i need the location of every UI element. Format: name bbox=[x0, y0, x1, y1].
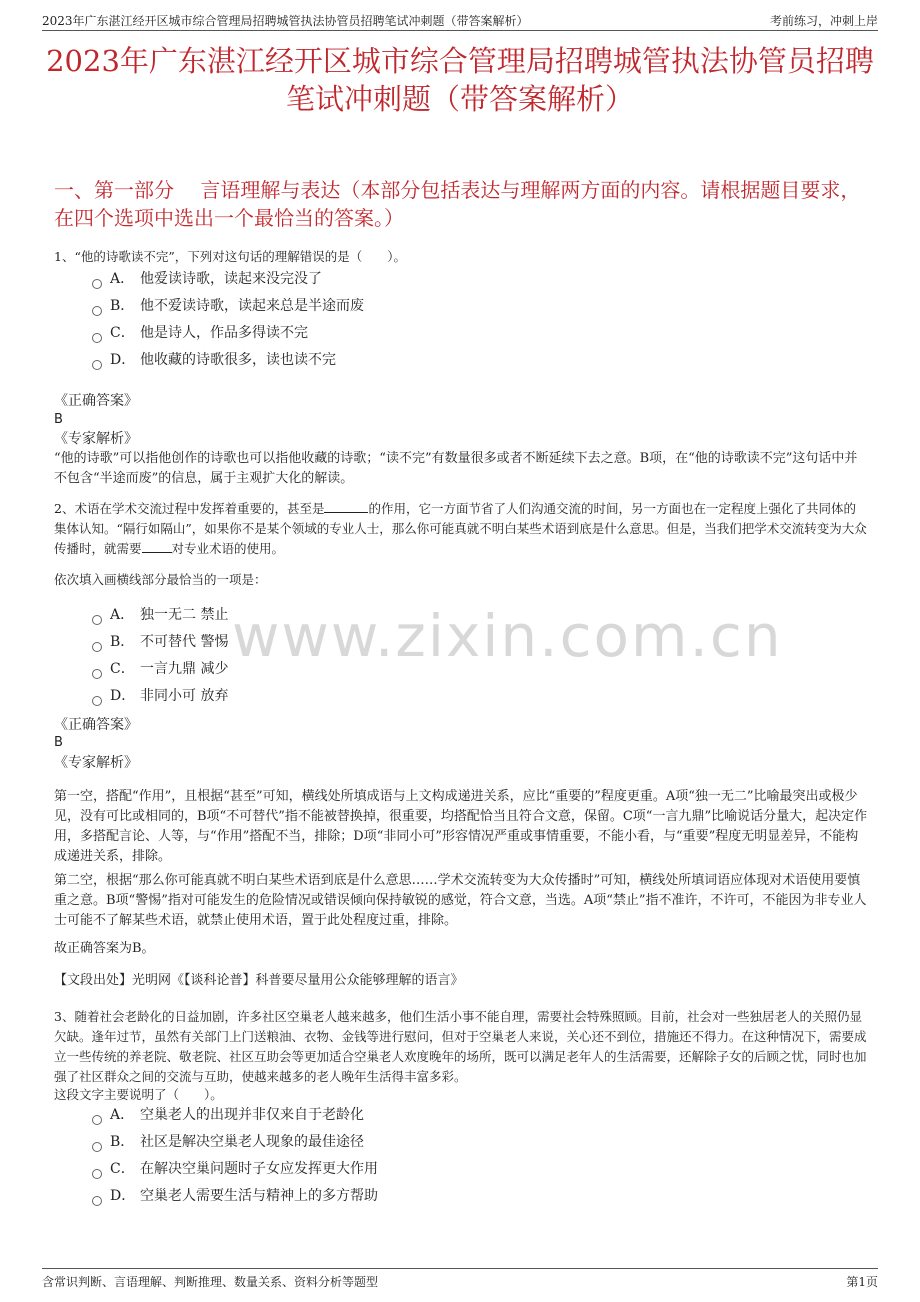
question-2-option-b[interactable] bbox=[92, 629, 228, 656]
page-number: 第1页 bbox=[846, 1275, 878, 1289]
option-key: C． bbox=[110, 661, 135, 677]
question-1-analysis-label: 《专家解析》 bbox=[54, 431, 138, 447]
fill-blank-1 bbox=[324, 500, 368, 513]
document-title: 2023年广东湛江经开区城市综合管理局招聘城管执法协管员招聘笔试冲刺题（带答案解析） bbox=[46, 44, 874, 116]
question-2-answer-label: 《正确答案》 bbox=[54, 717, 138, 733]
option-text: 他是诗人，作品多得读不完 bbox=[140, 325, 308, 341]
radio-icon[interactable] bbox=[92, 1169, 102, 1179]
question-2-instruction: 依次填入画横线部分最恰当的一项是： bbox=[54, 572, 267, 587]
question-1-analysis: “他的诗歌”可以指他创作的诗歌也可以指他收藏的诗歌；“读不完”有数量很多或者不断延续下去之意。B项，在“他的诗歌读不完”这句话中并不包含“半途而废”的信息，属于主观扩大化的解读。 bbox=[54, 451, 858, 486]
question-1-option-a[interactable] bbox=[92, 266, 364, 293]
option-key: D． bbox=[110, 688, 136, 704]
watermark: www.zixin.com.cn bbox=[232, 602, 783, 670]
question-2-option-c[interactable] bbox=[92, 656, 228, 683]
question-2-analysis-label: 《专家解析》 bbox=[54, 755, 138, 771]
radio-icon[interactable] bbox=[92, 669, 102, 679]
option-text: 非同小可 放弃 bbox=[140, 688, 229, 704]
question-3-options bbox=[92, 1102, 378, 1210]
radio-icon[interactable] bbox=[92, 279, 102, 289]
question-1-option-d[interactable] bbox=[92, 347, 364, 374]
option-text: 一言九鼎 减少 bbox=[140, 661, 229, 677]
option-text: 他不爱读诗歌，读起来总是半途而废 bbox=[140, 298, 364, 314]
question-3-option-d[interactable] bbox=[92, 1183, 378, 1210]
header-doc-title: 2023年广东湛江经开区城市综合管理局招聘城管执法协管员招聘笔试冲刺题（带答案解析） bbox=[42, 14, 529, 28]
question-1-answer: B bbox=[54, 412, 63, 427]
radio-icon[interactable] bbox=[92, 696, 102, 706]
question-2-stem bbox=[54, 499, 868, 559]
question-2-analysis-paragraph-2: 第二空，根据“那么你可能真就不明白某些术语到底是什么意思……学术交流转变为大众传播时”可知，横线处所填词语应体现对术语使用要慎重之意。B项“警惕”指对可能发生的危险情况或错误倾向保持敏锐的感觉，符合文意，当选。A项“禁止”指不准许，不许可，不能因为非专业人士可能不了解某些术语，就禁止使用术语，置于此处程度过重，排除。 bbox=[54, 873, 867, 928]
option-key: A． bbox=[110, 607, 135, 623]
option-key: C． bbox=[110, 1161, 135, 1177]
option-key: C． bbox=[110, 325, 135, 341]
question-1-stem: 1、“他的诗歌读不完”，下列对这句话的理解错误的是（ ）。 bbox=[54, 249, 406, 264]
section-heading: 一、第一部分 言语理解与表达（本部分包括表达与理解两方面的内容。请根据题目要求，在四个选项中选出一个最恰当的答案。） bbox=[54, 178, 861, 230]
question-1-option-c[interactable] bbox=[92, 320, 364, 347]
option-text: 他爱读诗歌，读起来没完没了 bbox=[140, 271, 322, 287]
option-key: D． bbox=[110, 352, 136, 368]
question-2-answer: B bbox=[54, 735, 63, 750]
radio-icon[interactable] bbox=[92, 1115, 102, 1125]
radio-icon[interactable] bbox=[92, 333, 102, 343]
option-text: 独一无二 禁止 bbox=[140, 607, 229, 623]
question-2-conclusion: 故正确答案为B。 bbox=[54, 941, 155, 956]
question-1-answer-label: 《正确答案》 bbox=[54, 393, 138, 409]
option-key: A． bbox=[110, 1107, 135, 1123]
question-1-option-b[interactable] bbox=[92, 293, 364, 320]
question-3-option-c[interactable] bbox=[92, 1156, 378, 1183]
option-key: D． bbox=[110, 1188, 136, 1204]
question-2-option-a[interactable] bbox=[92, 602, 228, 629]
question-3-option-b[interactable] bbox=[92, 1129, 378, 1156]
fill-blank-2 bbox=[142, 540, 172, 553]
option-key: B． bbox=[110, 1134, 135, 1150]
question-3-stem: 3、随着社会老龄化的日益加剧，许多社区空巢老人越来越多，他们生活小事不能自理，需要社会特殊照顾。目前，社会对一些独居老人的关照仍显欠缺。逢年过节，虽然有关部门上门送粮油、衣物、金钱等进行慰问，但对于空巢老人来说，关心还不到位，措施还不得力。在这种情况下，需要成立一些传统的养老院、敬老院、社区互助会等更加适合空巢老人欢度晚年的场所，既可以满足老年人的生活需要，还解除子女的后顾之忧，同时也加强了社区群众之间的交流与互助，使越来越多的老人晚年生活得丰富多彩。 bbox=[54, 1009, 867, 1084]
option-text: 不可替代 警惕 bbox=[140, 634, 229, 650]
question-3-option-a[interactable] bbox=[92, 1102, 378, 1129]
radio-icon[interactable] bbox=[92, 306, 102, 316]
question-1-options bbox=[92, 266, 364, 374]
page-header bbox=[42, 8, 878, 31]
option-text: 空巢老人的出现并非仅来自于老龄化 bbox=[140, 1107, 364, 1123]
question-2-options bbox=[92, 602, 228, 710]
footer-topics: 含常识判断、言语理解、判断推理、数量关系、资料分析等题型 bbox=[42, 1275, 379, 1289]
option-text: 在解决空巢问题时子女应发挥更大作用 bbox=[140, 1161, 378, 1177]
option-key: A． bbox=[110, 271, 135, 287]
question-3-question: 这段文字主要说明了（ ）。 bbox=[54, 1087, 223, 1102]
option-key: B． bbox=[110, 298, 135, 314]
option-text: 空巢老人需要生活与精神上的多方帮助 bbox=[140, 1188, 378, 1204]
radio-icon[interactable] bbox=[92, 1142, 102, 1152]
page-footer bbox=[42, 1268, 878, 1291]
radio-icon[interactable] bbox=[92, 1196, 102, 1206]
question-2-stem-part-1: 2、术语在学术交流过程中发挥着重要的，甚至是 bbox=[54, 501, 325, 516]
question-2-option-d[interactable] bbox=[92, 683, 228, 710]
option-key: B． bbox=[110, 634, 135, 650]
option-text: 他收藏的诗歌很多，读也读不完 bbox=[140, 352, 336, 368]
header-slogan: 考前练习，冲刺上岸 bbox=[769, 14, 878, 28]
radio-icon[interactable] bbox=[92, 615, 102, 625]
question-2-analysis-paragraph-1: 第一空，搭配“作用”，且根据“甚至”可知，横线处所填成语与上文构成递进关系，应比“重要的”程度更重。A项“独一无二”比喻最突出或极少见，没有可比或相同的，B项“不可替代”指不能被替换掉，很重要，均搭配恰当且符合文意，保留。C项“一言九鼎”比喻说话分量大，起决定作用，多搭配言论、人等，与“作用”搭配不当，排除；D项“非同小可”形容情况严重或事情重要，不能小看，与“重要”程度无明显差异，不能构成递进关系，排除。 bbox=[54, 789, 868, 864]
option-text: 社区是解决空巢老人现象的最佳途径 bbox=[140, 1134, 364, 1150]
question-2-source: 【文段出处】光明网《【谈科论普】科普要尽量用公众能够理解的语言》 bbox=[54, 973, 464, 988]
radio-icon[interactable] bbox=[92, 360, 102, 370]
radio-icon[interactable] bbox=[92, 642, 102, 652]
question-2-stem-part-2: 的作用，它一方面节省了人们沟通交流的时间，另一方面也在一定程度上强化了共同体的集体认知。“隔行如隔山”，如果你不是某个领域的专业人士，那么你可能真就不明白某些术语到底是什么意思。但是，当我们把学术交流转变为大众传播时，就需要 bbox=[54, 501, 867, 556]
question-2-stem-part-3: 对专业术语的使用。 bbox=[171, 541, 285, 556]
